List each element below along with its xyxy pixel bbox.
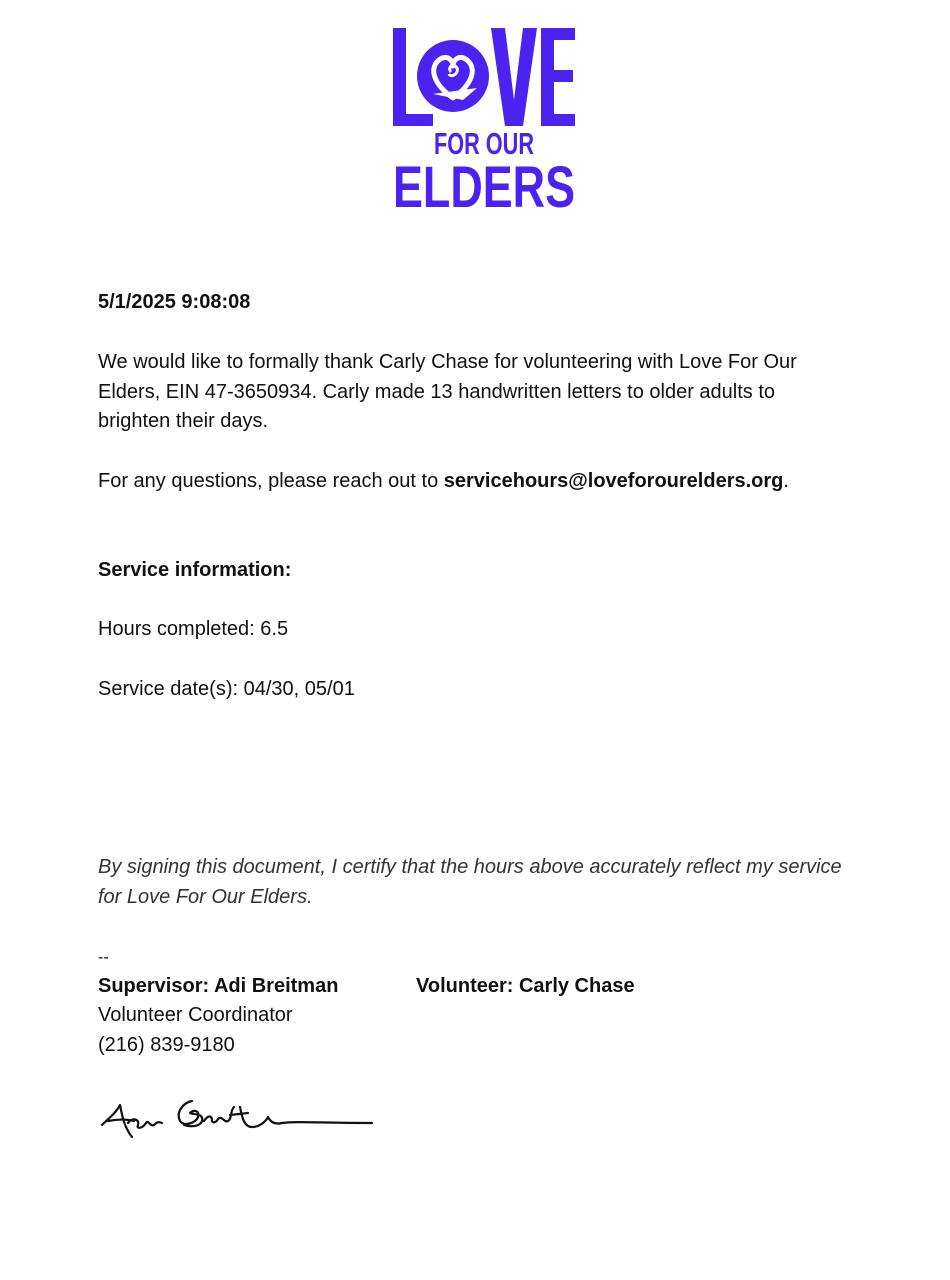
- contact-line: [98, 467, 789, 497]
- service-heading: Service information:: [98, 559, 292, 581]
- contact-prefix: For any questions, please reach out to: [98, 470, 444, 492]
- logo-for-our: FOR OUR: [434, 126, 534, 161]
- logo-letter-l: [393, 28, 406, 126]
- contact-suffix: .: [783, 470, 789, 492]
- certification-statement: By signing this document, I certify that the hours above accurately reflect my service for Love For Our Elders.: [98, 856, 842, 908]
- thanks-paragraph: We would like to formally thank Carly Chase for volunteering with Love For Our Elders, EIN 47-3650934. Carly made 13 handwritten letters to older adults to brighten their days.: [98, 351, 797, 432]
- supervisor-title: Volunteer Coordinator: [98, 1004, 293, 1026]
- supervisor-name: Supervisor: Adi Breitman: [98, 975, 339, 997]
- signature-separator: --: [98, 949, 109, 966]
- logo-graphic: [393, 28, 575, 220]
- supervisor-signature: [98, 1093, 376, 1145]
- love-for-our-elders-logo: [393, 28, 575, 220]
- logo-letter-v: [491, 28, 537, 126]
- supervisor-phone: (216) 839-9180: [98, 1034, 235, 1056]
- letter-timestamp: 5/1/2025 9:08:08: [98, 291, 251, 313]
- service-dates: Service date(s): 04/30, 05/01: [98, 678, 355, 700]
- hours-completed: Hours completed: 6.5: [98, 618, 289, 640]
- logo-letter-e: [541, 28, 575, 126]
- signature-graphic: [98, 1093, 376, 1145]
- logo-elders: ELDERS: [393, 155, 575, 220]
- contact-email: servicehours@loveforourelders.org: [443, 470, 784, 492]
- volunteer-name: Volunteer: Carly Chase: [416, 975, 635, 997]
